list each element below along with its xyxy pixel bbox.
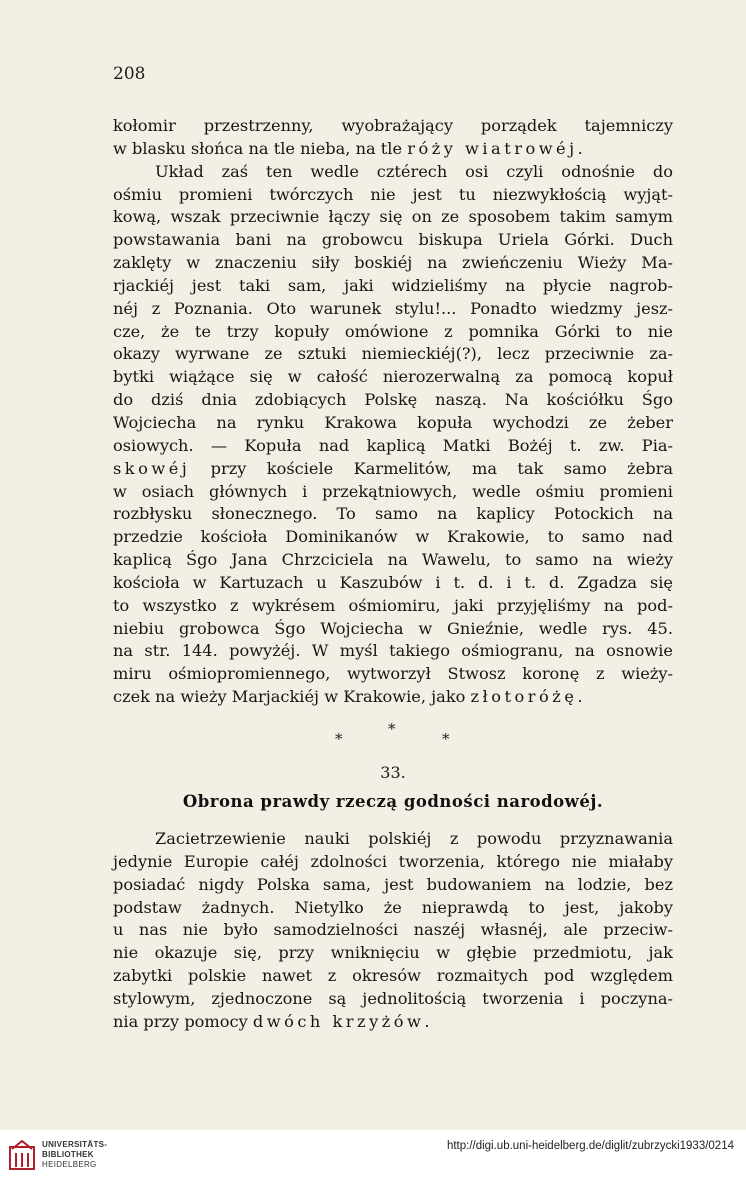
library-name-line: BIBLIOTHEK (42, 1150, 94, 1159)
separator-star: * (388, 720, 396, 738)
text-line: podstaw żadnych. Nietylko że nieprawdą to jest, jakoby (113, 897, 673, 917)
text-line: kołomir przestrzenny, wyobrażający porządek tajemniczy (113, 116, 673, 135)
text-line: zabytki polskie nawet z okresów rozmaitych pod względem (113, 966, 673, 986)
body-text-top (113, 115, 673, 709)
library-footer (0, 1130, 746, 1183)
university-library-logo-icon (8, 1139, 36, 1171)
separator-star: * (442, 730, 450, 748)
section-heading: Obrona prawdy rzeczą godności narodowéj. (182, 792, 604, 811)
text-line: powstawania bani na grobowcu biskupa Uriela Górki. Duch (113, 230, 673, 250)
text-line: rjackiéj jest taki sam, jaki widzieliśmy na płycie nagrob- (113, 275, 673, 295)
text-line: nia przy pomocy dwóch krzyżów. (113, 1011, 430, 1031)
section-number: 33. (380, 763, 406, 782)
text-line: rozbłysku słonecznego. To samo na kaplicy Potockich na (113, 504, 673, 524)
text-line: ośmiu promieni twórczych nie jest tu niezwykłością wyjąt- (113, 184, 673, 204)
text-line: to wszystko z wykrésem ośmiomiru, jaki przyjęliśmy na pod- (113, 595, 673, 615)
text-line: w blasku słońca na tle nieba, na tle róży wiatrowéj. (113, 138, 583, 158)
spaced-word: skowéj (113, 458, 191, 478)
text-line: posiadać nigdy Polska sama, jest budowaniem na lodzie, bez (113, 874, 673, 894)
text-line: czek na wieży Marjackiéj w Krakowie, jako złotoróżę. (113, 687, 583, 707)
separator-star: * (335, 730, 343, 748)
text-line: okazy wyrwane ze sztuki niemieckiéj(?), lecz przeciwnie za- (113, 344, 673, 364)
text-line: bytki wiążące się w całość nierozerwalną za pomocą kopuł (113, 367, 673, 387)
text-line: Wojciecha na rynku Krakowa kopuła wychodzi ze żeber (113, 412, 673, 432)
spaced-word: dwóch krzyżów (252, 1011, 425, 1031)
library-name (42, 1140, 107, 1170)
text-line: kową, wszak przeciwnie łączy się on ze sposobem takim samym (113, 207, 673, 227)
spaced-word: złotoróżę (470, 687, 578, 707)
text-line: zaklęty w znaczeniu siły boskiéj na zwieńczeniu Wieży Ma- (113, 253, 673, 273)
library-name-line: UNIVERSITÄTS- (42, 1140, 108, 1149)
text-line: miru ośmiopromiennego, wytworzył Stwosz koronę z wieży- (113, 664, 673, 684)
text-line: Układ zaś ten wedle cztérech osi czyli odnośnie do (155, 161, 673, 181)
library-name-line: HEIDELBERG (42, 1160, 97, 1169)
text-line: stylowym, zjednoczone są jednolitością tworzenia i poczyna- (113, 988, 673, 1008)
body-text-bottom (113, 828, 673, 1034)
permalink-url[interactable]: http://digi.ub.uni-heidelberg.de/diglit/zubrzycki1933/0214 (446, 1140, 734, 1152)
section-separator (113, 720, 673, 748)
text-line: nie okazuje się, przy wniknięciu w głębie przedmiotu, jak (113, 943, 673, 963)
text-line: osiowych. — Kopuła nad kaplicą Matki Bożéj t. zw. Pia- (113, 435, 673, 455)
text-line: kościoła w Kartuzach u Kaszubów i t. d. i t. d. Zgadza się (113, 572, 673, 592)
text-line: na str. 144. powyżéj. W myśl takiego ośmiogranu, na osnowie (113, 641, 673, 661)
page-number: 208 (113, 64, 146, 84)
text-line: cze, że te trzy kopuły omówione z pomnika Górki to nie (113, 321, 673, 341)
text-line: do dziś dnia zdobiących Polskę naszą. Na kościółku Śgo (113, 390, 673, 410)
text-line: w osiach głównych i przekątniowych, wedle ośmiu promieni (113, 481, 673, 501)
text-line: u nas nie było samodzielności naszéj własnéj, ale przeciw- (113, 920, 673, 940)
text-line: przedzie kościoła Dominikanów w Krakowie, to samo nad (113, 527, 673, 547)
text-line: Zacietrzewienie nauki polskiéj z powodu przyznawania (155, 829, 673, 848)
text-line: skowéj przy kościele Karmelitów, ma tak samo żebra (113, 458, 673, 478)
text-line: jedynie Europie całéj zdolności tworzenia, którego nie miałaby (113, 851, 673, 871)
text-line: kaplicą Śgo Jana Chrzciciela na Wawelu, to samo na wieży (113, 550, 673, 570)
text-line: niebiu grobowca Śgo Wojciecha w Gnieźnie, wedle rys. 45. (113, 618, 673, 638)
spaced-word: róży wiatrowéj (407, 138, 578, 158)
text-line: néj z Poznania. Oto warunek stylu!... Ponadto wiedzmy jesz- (113, 298, 673, 318)
